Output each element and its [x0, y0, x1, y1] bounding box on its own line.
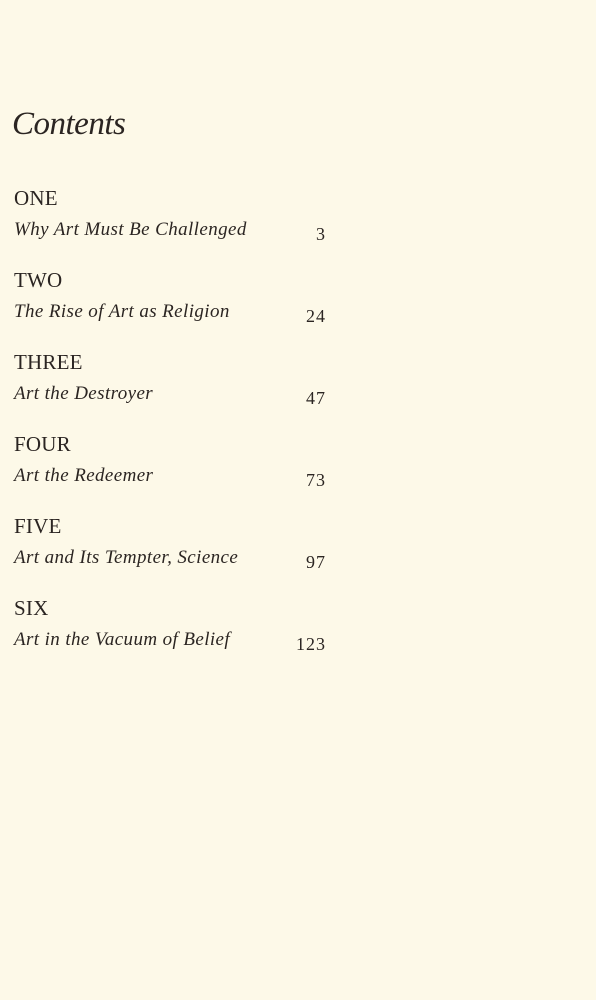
- page-number: 3: [316, 224, 326, 244]
- toc-entry-three: [14, 350, 328, 432]
- toc-entry-six: [14, 596, 328, 678]
- contents-heading: Contents: [12, 106, 126, 142]
- chapter-number: SIX: [14, 596, 49, 620]
- page-number: 24: [306, 306, 326, 326]
- page-number: 97: [306, 552, 326, 572]
- toc-entry-five: [14, 514, 328, 596]
- table-of-contents: [14, 186, 328, 678]
- chapter-title: Art and Its Tempter, Science: [14, 547, 239, 568]
- chapter-title: Art the Redeemer: [14, 465, 154, 486]
- chapter-number: ONE: [14, 186, 58, 210]
- toc-entry-one: [14, 186, 328, 268]
- page-number: 73: [306, 470, 326, 490]
- chapter-title: Art the Destroyer: [14, 383, 154, 404]
- chapter-title: Why Art Must Be Challenged: [14, 219, 247, 240]
- chapter-title: The Rise of Art as Religion: [14, 301, 230, 322]
- page-number: 47: [306, 388, 326, 408]
- page-number: 123: [296, 634, 326, 654]
- toc-entry-four: [14, 432, 328, 514]
- toc-entry-two: [14, 268, 328, 350]
- chapter-number: THREE: [14, 350, 83, 374]
- chapter-title: Art in the Vacuum of Belief: [14, 629, 231, 650]
- chapter-number: TWO: [14, 268, 63, 292]
- chapter-number: FOUR: [14, 432, 71, 456]
- chapter-number: FIVE: [14, 514, 62, 538]
